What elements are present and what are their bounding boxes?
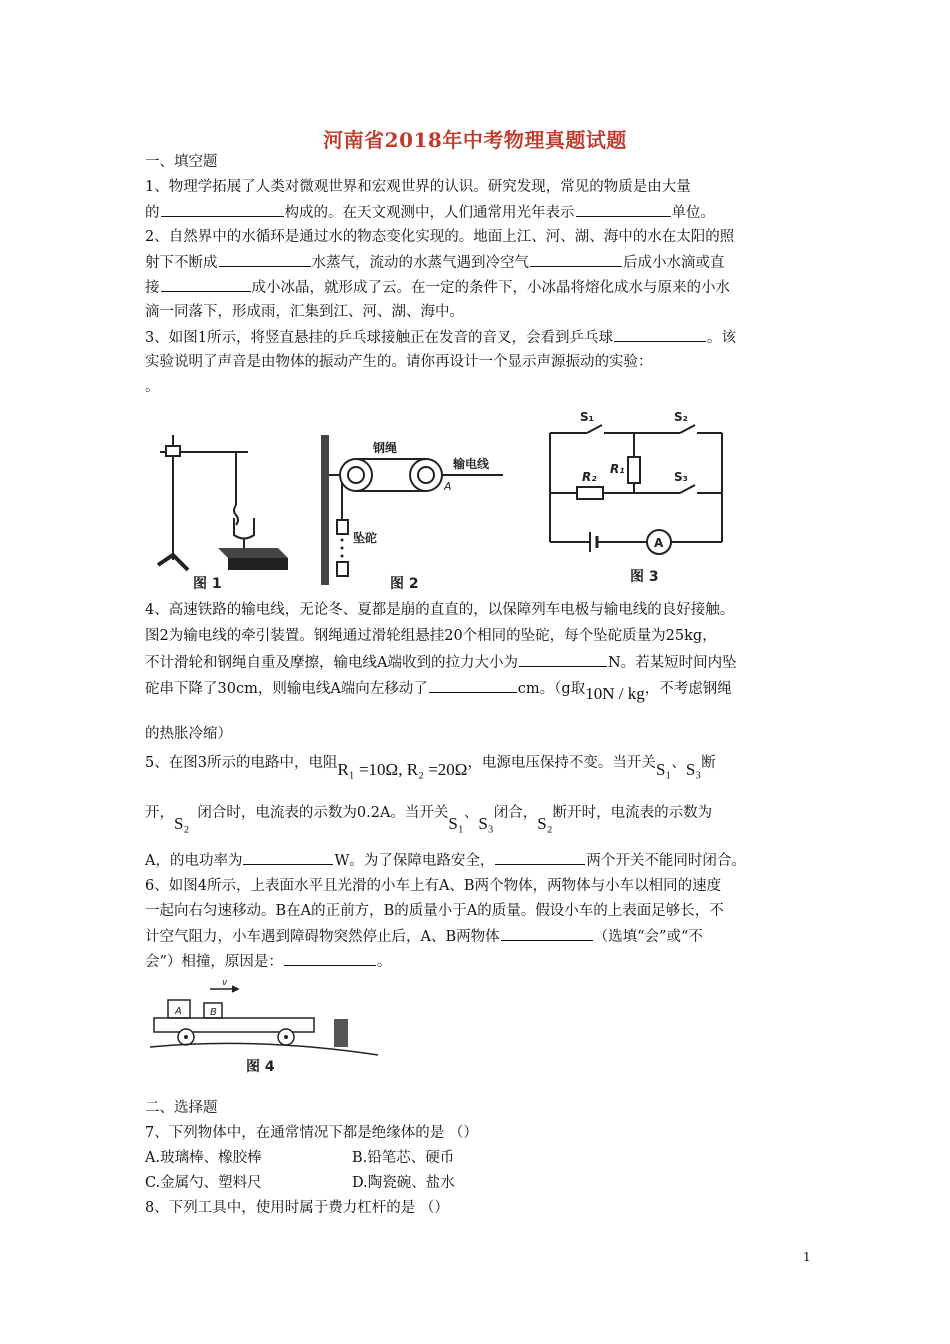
q4-text-a: 不计滑轮和钢绳自重及摩擦，输电线A端收到的拉力大小为 [145,655,518,671]
q5-sep-2: 、 [463,805,479,821]
figure-3-s3-label: S₃ [674,470,688,484]
q5-blank-1[interactable] [243,850,333,865]
q4-text-b: N。若某短时间内坠 [607,655,737,671]
q5-text-e: 闭合时，电流表的示数为0.2A。当开关 [197,805,449,821]
q5-s3-b: S₃ [478,814,494,833]
q6-line1: 6、如图4所示，上表面水平且光滑的小车上有A、B两个物体，两物体与小车以相同的速度 [145,878,722,894]
q2-line1: 2、自然界中的水循环是通过水的物态变化实现的。地面上江、河、湖、海中的水在太阳的照 [145,229,735,245]
q6-line2: 一起向右匀速移动。B在A的正前方，B的质量小于A的质量。假设小车的上表面足够长，不 [145,903,724,919]
section-choice: 二、选择题 [145,1100,218,1116]
q4-line5: 的热胀冷缩） [145,726,232,742]
figure-3-r2-label: R₂ [582,470,597,484]
figure-2-a-label: A [444,480,452,493]
figure-3-ammeter-label: A [654,536,664,550]
q2-text-c: 后成小水滴或直 [623,255,725,271]
figure-3-caption: 图 3 [630,569,659,585]
figure-4-a-label: A [175,1006,182,1017]
figure-2-caption: 图 2 [390,576,419,592]
q4-blank-2[interactable] [429,678,517,693]
q3-text-b: 。该 [706,330,736,346]
q4-line2: 图2为输电线的牵引装置。钢绳通过滑轮组悬挂20个相同的坠砣，每个坠砣质量为25kg， [145,628,717,644]
figure-3-s1-label: S₁ [580,410,594,424]
q3-line2: 实验说明了声音是由物体的振动产生的。请你再设计一个显示声源振动的实验： [145,354,653,370]
q5-s1: S₁ [655,760,672,779]
figure-2-rope-label: 钢绳 [373,441,398,455]
q5-s3: S₃ [685,760,702,779]
q4-g-value: 10N / kg [585,684,645,703]
q3-text-a: 3、如图1所示，将竖直悬挂的乒乓球接触正在发音的音叉，会看到乒乓球 [145,330,613,346]
q2-line2 [145,252,725,273]
q7-stem: 7、下列物体中，在通常情况下都是绝缘体的是 （） [145,1125,478,1141]
q5-text-g: 断开时，电流表的示数为 [552,805,713,821]
figure-4-cart [148,975,398,1080]
q5-text-j: 两个开关不能同时闭合。 [586,853,746,869]
q6-line3 [145,926,703,947]
page-title: 河南省2018年中考物理真题试题 [323,128,627,152]
q5-s1-b: S₁ [448,814,464,833]
figure-3-circuit [542,405,732,590]
q5-text-d: 开， [145,805,174,821]
q3-blank-1[interactable] [614,327,706,342]
q7-option-b[interactable]: B.铅笔芯、硬币 [352,1150,455,1166]
q2-blank-2[interactable] [530,252,622,267]
figure-4-v-label: v [222,978,228,988]
q5-text-c: 断 [701,755,716,771]
q6-line4 [145,951,391,972]
q6-text-b: （选填“会”或“不 [593,929,703,945]
q5-text-i: W。为了保障电路安全， [334,853,495,869]
q5-text-h: A，的电功率为 [145,853,243,869]
q6-text-d: 。 [376,954,392,970]
figure-4-caption: 图 4 [246,1059,275,1075]
figure-3-s2-label: S₂ [674,410,688,424]
q2-text-e: 成小冰晶，就形成了云。在一定的条件下，小冰晶将熔化成水与原来的小水 [251,280,730,296]
q1-text-b: 构成的。在天文观测中，人们通常用光年表示 [284,205,575,221]
q2-blank-3[interactable] [161,277,251,292]
q5-line3 [145,850,746,871]
page-number: 1 [803,1250,811,1264]
q6-text-a: 计空气阻力，小车遇到障碍物突然停止后，A、B两物体 [145,929,500,945]
q5-blank-2[interactable] [495,850,585,865]
q6-blank-1[interactable] [501,926,593,941]
q5-s2-b: S₂ [537,814,553,833]
q1-blank-2[interactable] [576,202,671,217]
q5-s2: S₂ [174,814,190,833]
q7-option-d[interactable]: D.陶瓷碗、盐水 [352,1175,455,1191]
q5-line1 [145,752,716,779]
q6-text-c: 会”）相撞，原因是： [145,954,283,970]
q5-sep-1: 、 [671,755,686,771]
figure-2-wire-label: 输电线 [453,457,490,471]
q1-line1: 1、物理学拓展了人类对微观世界和宏观世界的认识。研究发现，常见的物质是由大量 [145,179,691,195]
figure-1-caption: 图 1 [193,576,222,592]
q4-text-c: 砣串下降了30cm，则输电线A端向左移动了 [145,681,428,697]
q1-line2 [145,202,715,223]
q2-blank-1[interactable] [219,252,311,267]
figure-4-b-label: B [210,1007,217,1018]
q3-line3: 。 [145,379,160,395]
q2-line3 [145,277,730,298]
q1-blank-1[interactable] [161,202,284,217]
q7-option-a[interactable]: A.玻璃棒、橡胶棒 [145,1150,262,1166]
q4-text-e: ，不考虑钢绳 [644,681,732,697]
q4-line1: 4、高速铁路的输电线，无论冬、夏都是崩的直直的，以保障列车电极与输电线的良好接触。 [145,602,735,618]
q5-line2 [145,802,713,833]
q2-line4: 滴一同落下，形成雨，汇集到江、河、湖、海中。 [145,304,464,320]
q4-line4 [145,678,732,703]
q5-resistor-values: R₁ =10Ω, R₂ =20Ω [337,760,468,779]
q4-line3 [145,652,737,673]
figure-1-tuning-fork [148,430,288,595]
figure-3-r1-label: R₁ [610,462,625,476]
q5-text-f: 闭合， [493,805,538,821]
q6-blank-2[interactable] [284,951,376,966]
q4-blank-1[interactable] [519,652,607,667]
q3-line1 [145,327,736,348]
q8-stem: 8、下列工具中，使用时属于费力杠杆的是 （） [145,1200,449,1216]
q1-text-c: 单位。 [671,205,715,221]
q7-option-c[interactable]: C.金属勺、塑料尺 [145,1175,262,1191]
q2-text-b: 水蒸气，流动的水蒸气遇到冷空气 [311,255,529,271]
figure-2-weight-label: 坠砣 [353,531,378,545]
q5-text-b: ，电源电压保持不变。当开关 [467,755,656,771]
q2-text-d: 接 [145,280,160,296]
figure-2-pulley [318,430,518,595]
q5-text-a: 5、在图3所示的电路中，电阻 [145,755,338,771]
q4-text-d: cm。（g取 [517,681,586,697]
q2-text-a: 射下不断成 [145,255,218,271]
q1-text-a: 的 [145,205,160,221]
section-fill-in: 一、填空题 [145,154,218,170]
